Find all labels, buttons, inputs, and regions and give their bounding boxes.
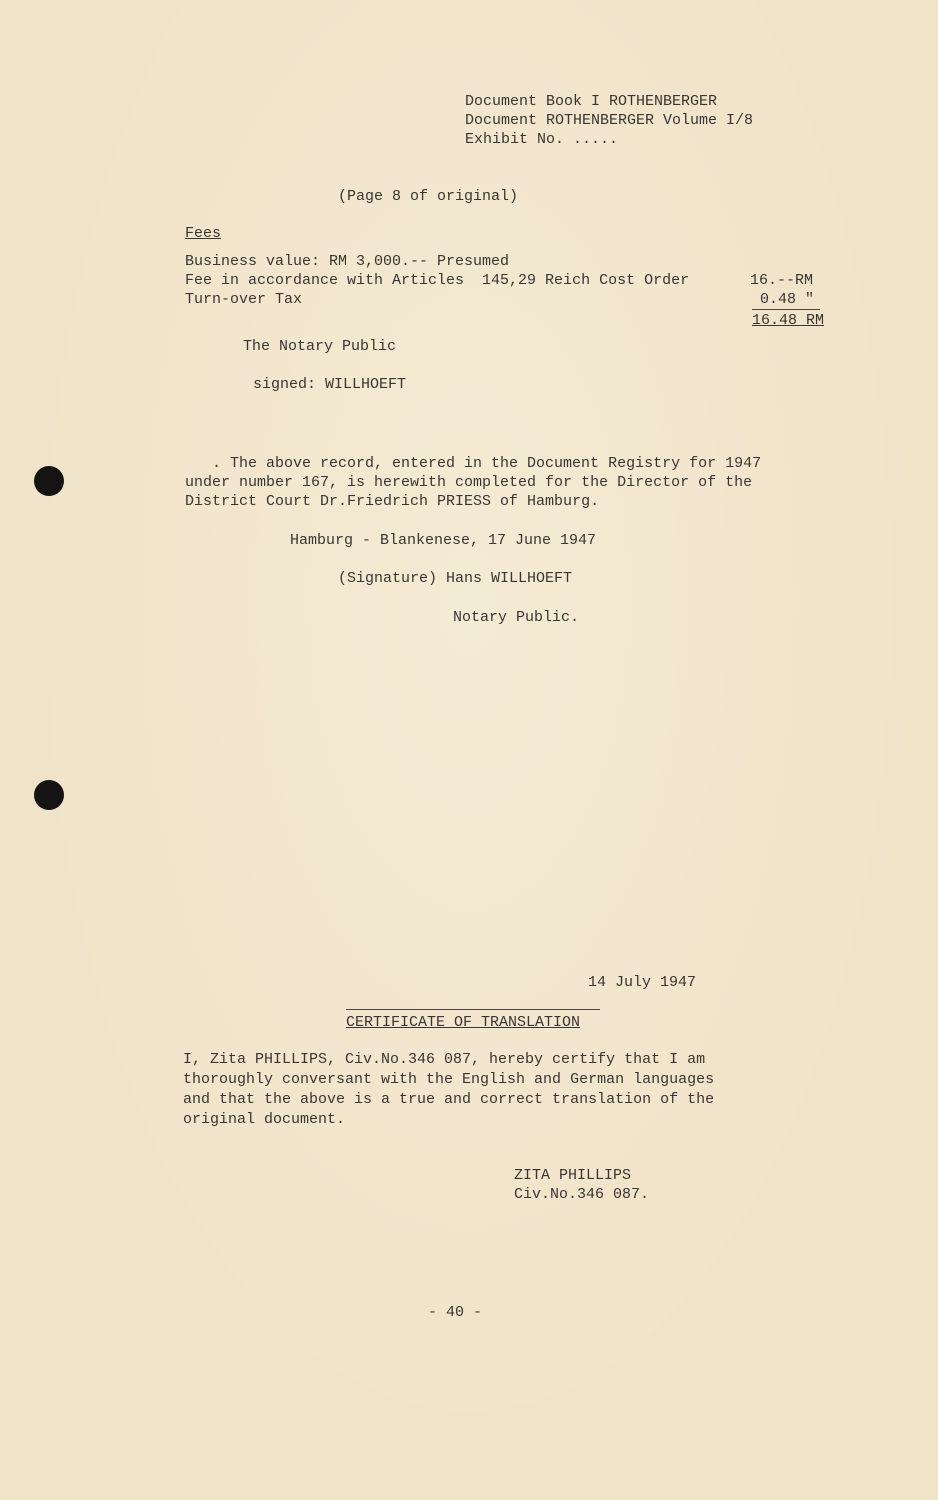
certificate-date: 14 July 1947 (588, 974, 697, 991)
certificate-top-rule (346, 1009, 600, 1010)
notary-signed: signed: WILLHOEFT (253, 376, 407, 393)
certificate-line-2: thoroughly conversant with the English and German languages (183, 1071, 715, 1088)
punch-hole-bottom (34, 780, 64, 810)
certificate-heading: CERTIFICATE OF TRANSLATION (346, 1014, 581, 1031)
certificate-line-3: and that the above is a true and correct translation of the (183, 1091, 715, 1108)
record-line-2: under number 167, is herewith completed for the Director of the (185, 474, 753, 491)
fees-fee-amount: 16.--RM (750, 272, 814, 289)
certificate-line-1: I, Zita PHILLIPS, Civ.No.346 087, hereby certify that I am (183, 1051, 706, 1068)
record-line-1: . The above record, entered in the Document Registry for 1947 (212, 455, 762, 472)
signature-title: Notary Public. (453, 609, 580, 626)
header-exhibit-no: Exhibit No. ..... (465, 131, 619, 148)
fees-sum-rule (752, 309, 820, 310)
record-line-3: District Court Dr.Friedrich PRIESS of Hamburg. (185, 493, 600, 510)
fees-total: 16.48 RM (752, 312, 825, 329)
place-date: Hamburg - Blankenese, 17 June 1947 (290, 532, 597, 549)
fees-business-value: Business value: RM 3,000.-- Presumed (185, 253, 510, 270)
notary-title: The Notary Public (243, 338, 397, 355)
signature: (Signature) Hans WILLHOEFT (338, 570, 573, 587)
certificate-line-4: original document. (183, 1111, 346, 1128)
header-document-volume: Document ROTHENBERGER Volume I/8 (465, 112, 754, 129)
page-number: - 40 - (428, 1304, 483, 1321)
header-document-book: Document Book I ROTHENBERGER (465, 93, 718, 110)
page-reference: (Page 8 of original) (338, 188, 519, 205)
punch-hole-top (34, 466, 64, 496)
fees-fee-line: Fee in accordance with Articles 145,29 Reich Cost Order (185, 272, 690, 289)
translator-civ-no: Civ.No.346 087. (514, 1186, 650, 1203)
translator-name: ZITA PHILLIPS (514, 1167, 632, 1184)
fees-tax-line: Turn-over Tax (185, 291, 303, 308)
fees-heading: Fees (185, 225, 222, 242)
fees-tax-amount: 0.48 " (760, 291, 815, 308)
